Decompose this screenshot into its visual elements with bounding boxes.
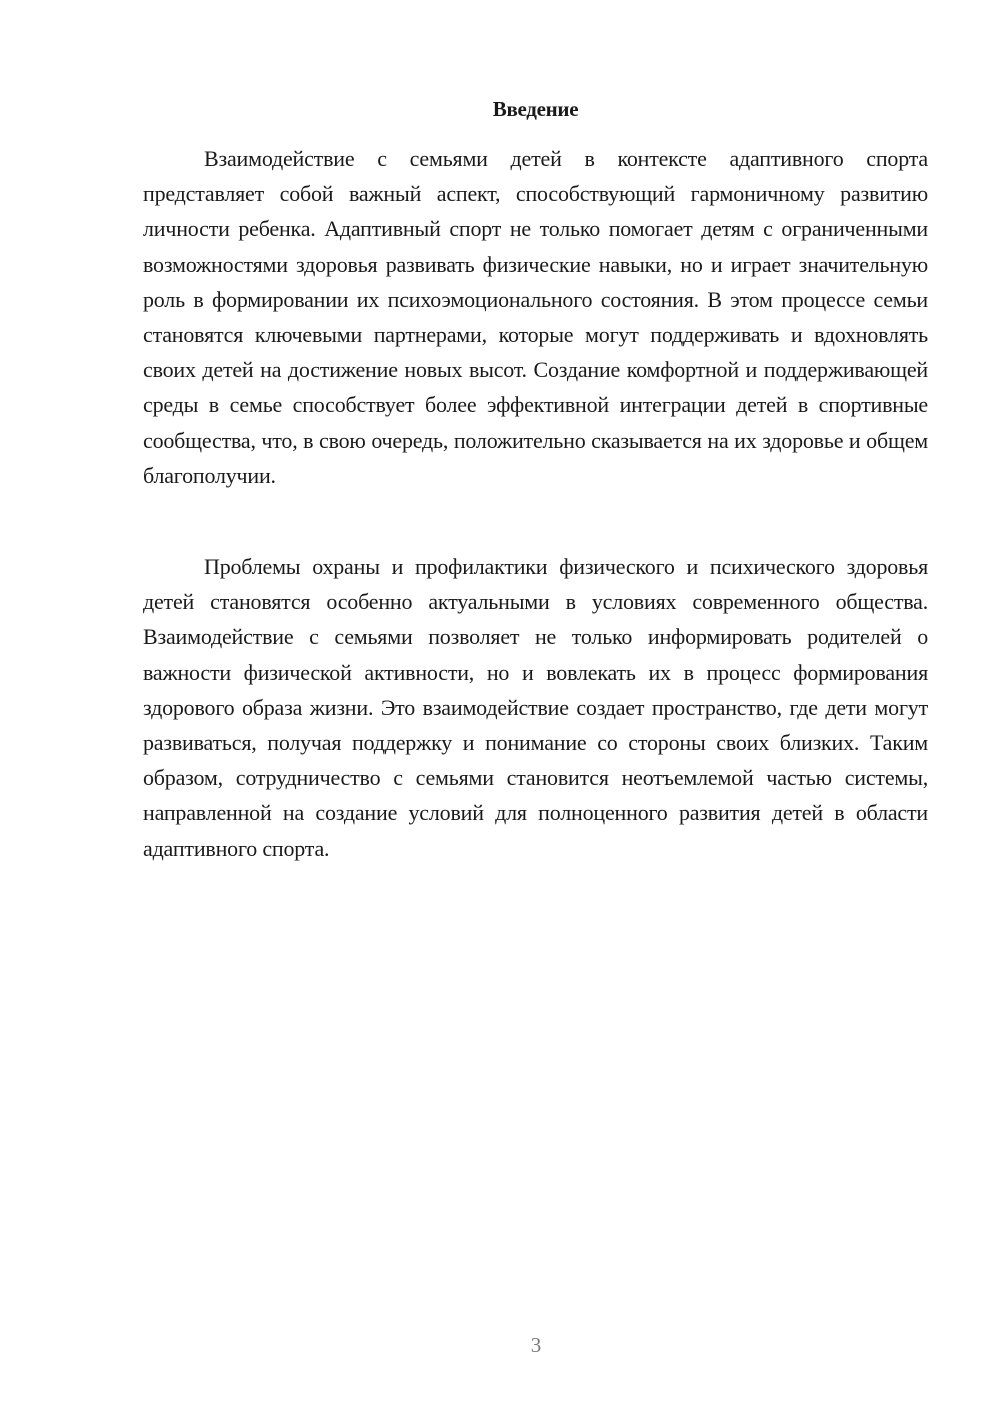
paragraph-1: Взаимодействие с семьями детей в контексте адаптивного спорта представляет собой важный аспект, способствующий гармоничному развитию личности ребенка. Адаптивный спорт не только помогает детям с ограниченными возможностями здоровья развивать физические навыки, но и играет значительную роль в формировании их психоэмоционального состояния. В этом процессе семьи становятся ключевыми партнерами, которые могут поддерживать и вдохновлять своих детей на достижение новых высот. Создание комфортной и поддерживающей среды в семье способствует более эффективной интеграции детей в спортивные сообщества, что, в свою очередь, положительно сказывается на их здоровье и общем благополучии. xyxy=(143,146,928,488)
page-number: 3 xyxy=(530,1333,542,1357)
section-heading: Введение xyxy=(492,97,579,121)
paragraph-2: Проблемы охраны и профилактики физического и психического здоровья детей становятся особенно актуальными в условиях современного общества. Взаимодействие с семьями позволяет не только информировать родителей о важности физической активности, но и вовлекать их в процесс формирования здорового образа жизни. Это взаимодействие создает пространство, где дети могут развиваться, получая поддержку и понимание со стороны своих близких. Таким образом, сотрудничество с семьями становится неотъемлемой частью системы, направленной на создание условий для полноценного развития детей в области адаптивного спорта. xyxy=(143,554,928,861)
